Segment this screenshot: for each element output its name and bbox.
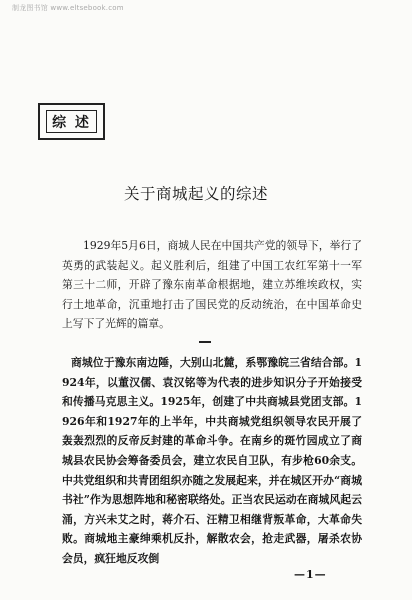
page-number: —1—	[294, 568, 327, 581]
page-title: 关于商城起义的综述	[124, 185, 269, 203]
paragraph-intro: 1929年5月6日，商城人民在中国共产党的领导下，举行了英勇的武装起义。起义胜利后，组建了中国工农红军第十一军第三十二师，开辟了豫东南革命根据地，建立苏维埃政权，实行土地革命，沉重地打击了国民党的反动统治，在中国革命史上写下了光辉的篇章。	[62, 239, 362, 331]
paragraph-body: 商城位于豫东南边陲，大别山北麓，系鄂豫皖三省结合部。1924年，以董汉儒、袁汉铭等为代表的进步知识分子开始接受和传播马克思主义。1925年，创建了中共商城县党团支部。1926年和1927年的上半年，中共商城党组织领导农民开展了轰轰烈烈的反帝反封建的革命斗争。在南乡的斑竹园成立了商城县农民协会筹备委员会，建立农民自卫队，有步枪60余支。中共党组织和共青团组织亦随之发展起来，并在城区开办“商城书社”作为思想阵地和秘密联络处。正当农民运动在商城风起云涌，方兴未艾之时，蒋介石、汪精卫相继背叛革命，大革命失败。商城地主豪绅乘机反扑，解散农会，抢走武器，屠杀农协会员，疯狂地反攻倒	[62, 356, 362, 565]
section-label: 综 述	[46, 110, 97, 133]
section-label-box	[38, 103, 105, 140]
section-marker	[199, 341, 211, 343]
section-marker-text	[199, 333, 200, 334]
watermark: 制龙图书馆 www.eltsebook.com	[12, 4, 124, 12]
